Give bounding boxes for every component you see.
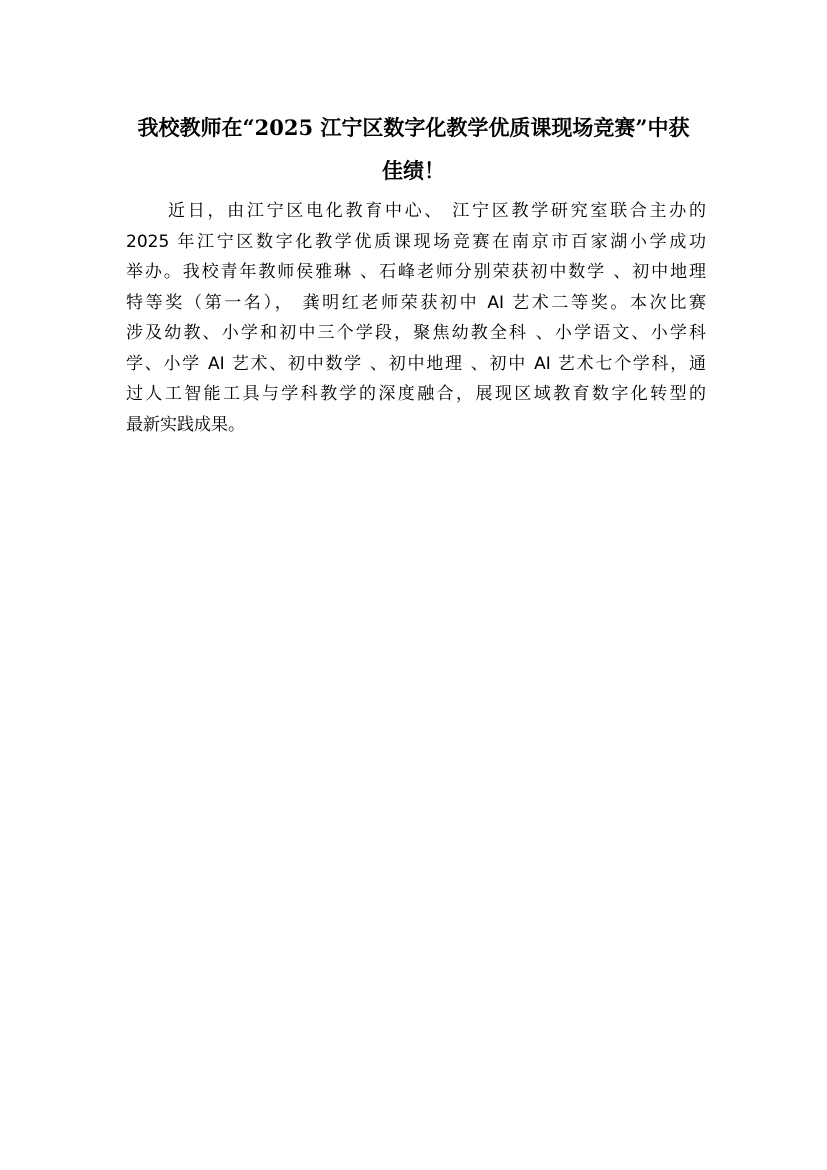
body-line-3: 举办。我校青年教师侯雅琳 、石峰老师分别荣获初中数学 、初中地理 bbox=[126, 262, 706, 282]
body-line-8: 最新实践成果。 bbox=[126, 414, 245, 435]
body-line-2: 2025 年江宁区数字化教学优质课现场竞赛在南京市百家湖小学成功 bbox=[126, 231, 706, 252]
body-line-1: 近日，由江宁区电化教育中心、 江宁区教学研究室联合主办的 bbox=[168, 201, 706, 221]
article-title bbox=[110, 106, 717, 192]
body-line-4: 特等奖（第一名）， 龚明红老师荣获初中 AI 艺术二等奖。本次比赛 bbox=[126, 292, 706, 313]
body-line-5: 涉及幼教、小学和初中三个学段，聚焦幼教全科 、小学语文、小学科 bbox=[126, 323, 706, 343]
body-line-7: 过人工智能工具与学科教学的深度融合，展现区域教育数字化转型的 bbox=[126, 384, 706, 404]
title-line-2: 佳绩！ bbox=[382, 158, 445, 183]
title-line-1: 我校教师在“2025 江宁区数字化教学优质课现场竞赛”中获 bbox=[137, 115, 690, 140]
article-body bbox=[126, 196, 706, 440]
body-line-6: 学、小学 AI 艺术、初中数学 、初中地理 、初中 AI 艺术七个学科，通 bbox=[126, 353, 706, 374]
